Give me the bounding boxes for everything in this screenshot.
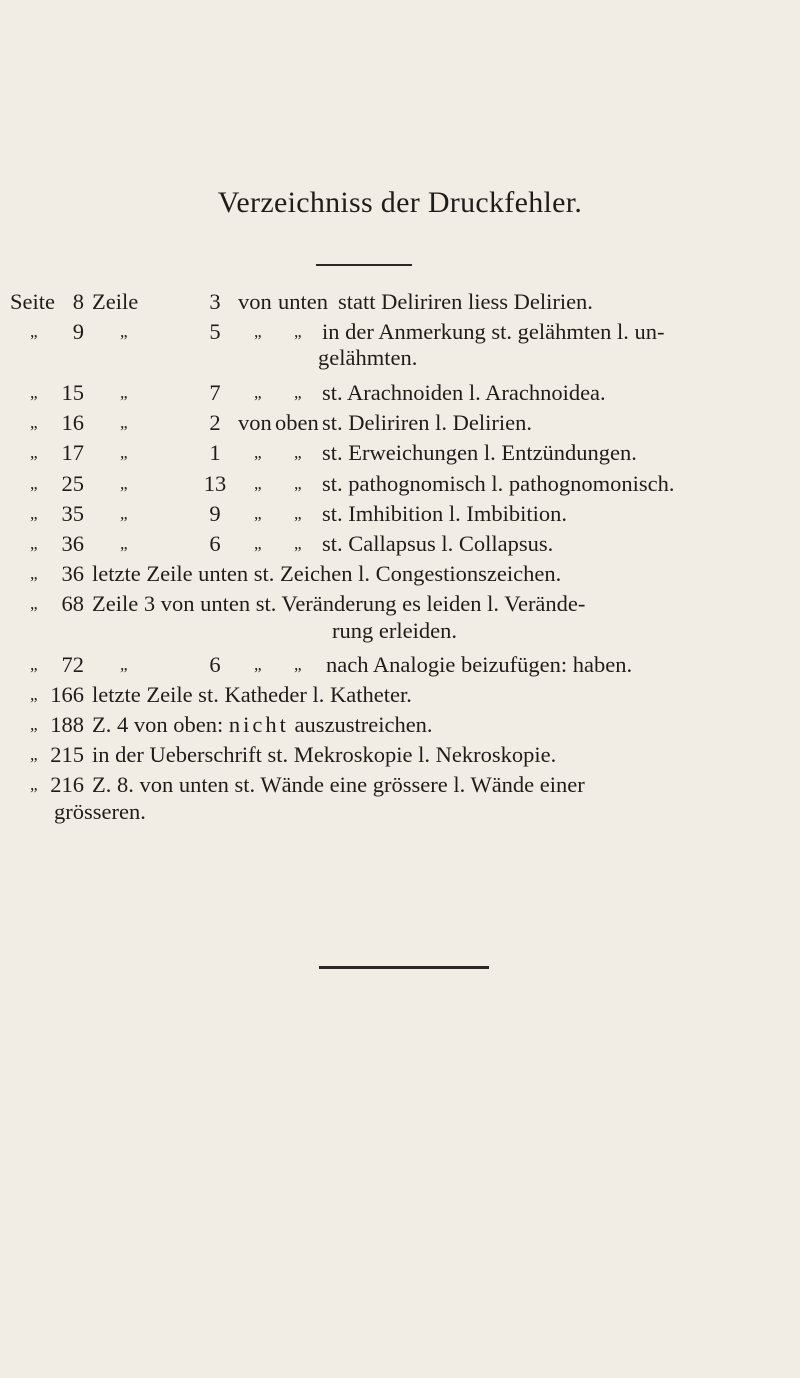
correction-text: st. Callapsus l. Collapsus. — [322, 531, 554, 556]
ditto-seite: „ — [30, 655, 38, 674]
errata-continuation — [0, 797, 800, 827]
errata-entry — [0, 650, 800, 680]
errata-entry — [0, 408, 800, 438]
ditto-direction: „ — [294, 443, 302, 462]
ditto-direction: „ — [294, 322, 302, 341]
ditto-zeile: „ — [120, 322, 128, 341]
ditto-seite: „ — [30, 383, 38, 402]
ditto-seite: „ — [30, 594, 38, 613]
page-number: 188 — [50, 712, 84, 737]
ditto-direction: „ — [294, 383, 302, 402]
correction-text: statt Deliriren liess Delirien. — [338, 289, 593, 314]
page-number: 36 — [61, 531, 84, 556]
line-number: 1 — [209, 440, 221, 465]
page-number: 68 — [61, 591, 84, 616]
ditto-seite: „ — [30, 443, 38, 462]
errata-entry — [0, 287, 800, 317]
errata-entry — [0, 740, 800, 770]
position-direction: oben — [275, 410, 319, 435]
position-from: von — [238, 289, 272, 314]
line-number: 6 — [209, 531, 221, 556]
correction-text-cont: gelähmten. — [318, 345, 418, 370]
ditto-zeile: „ — [120, 504, 128, 523]
page-number: 25 — [61, 471, 84, 496]
ditto-seite: „ — [30, 413, 38, 432]
correction-text-pre: Z. 4 von oben: — [92, 712, 224, 737]
errata-entry — [0, 680, 800, 710]
errata-entry — [0, 710, 800, 740]
ditto-seite: „ — [30, 564, 38, 583]
ditto-direction: „ — [294, 474, 302, 493]
ditto-from: „ — [254, 655, 262, 674]
correction-text: Zeile 3 von unten st. Veränderung es leiden l. Verände- — [92, 591, 586, 616]
correction-text — [92, 710, 433, 740]
correction-text: Z. 8. von unten st. Wände eine grössere l. Wände einer — [92, 772, 585, 797]
line-number: 13 — [203, 471, 227, 496]
ditto-from: „ — [254, 322, 262, 341]
ditto-direction: „ — [294, 504, 302, 523]
ditto-from: „ — [254, 504, 262, 523]
page-number: 166 — [50, 682, 84, 707]
page-number: 16 — [61, 410, 84, 435]
ditto-from: „ — [254, 443, 262, 462]
emphasized-word: nicht — [228, 712, 289, 737]
correction-text: letzte Zeile unten st. Zeichen l. Congestionszeichen. — [92, 561, 562, 586]
ditto-seite: „ — [30, 504, 38, 523]
line-number: 5 — [209, 319, 221, 344]
errata-entry — [0, 469, 800, 499]
errata-continuation — [0, 343, 800, 373]
ditto-seite: „ — [30, 775, 38, 794]
correction-text: st. Arachnoiden l. Arachnoidea. — [322, 380, 606, 405]
page-number: 35 — [61, 501, 84, 526]
correction-text-cont: grösseren. — [54, 799, 146, 824]
correction-text: in der Ueberschrift st. Mekroskopie l. Nekroskopie. — [92, 742, 557, 767]
correction-text: st. pathognomisch l. pathognomonisch. — [322, 471, 675, 496]
ditto-direction: „ — [294, 534, 302, 553]
ditto-zeile: „ — [120, 655, 128, 674]
ditto-from: „ — [254, 383, 262, 402]
errata-continuation — [0, 616, 800, 646]
page-title: Verzeichniss der Druckfehler. — [217, 186, 583, 219]
ditto-from: „ — [254, 474, 262, 493]
ditto-seite: „ — [30, 474, 38, 493]
page-number: 72 — [61, 652, 84, 677]
errata-entry — [0, 529, 800, 559]
correction-text-post: auszustreichen. — [294, 712, 433, 737]
position-from: von — [238, 410, 272, 435]
line-number: 7 — [209, 380, 221, 405]
ditto-seite: „ — [30, 534, 38, 553]
correction-text: st. Deliriren l. Delirien. — [322, 410, 532, 435]
errata-entry — [0, 770, 800, 800]
correction-text: st. Imhibition l. Imbibition. — [322, 501, 568, 526]
ditto-direction: „ — [294, 655, 302, 674]
page-number: 17 — [61, 440, 84, 465]
ditto-zeile: „ — [120, 474, 128, 493]
correction-text: in der Anmerkung st. gelähmten l. un- — [322, 319, 665, 344]
page-number: 36 — [61, 561, 84, 586]
seite-label: Seite — [10, 289, 55, 314]
correction-text: nach Analogie beizufügen: haben. — [326, 652, 633, 677]
correction-text: st. Erweichungen l. Entzündungen. — [322, 440, 637, 465]
ditto-seite: „ — [30, 745, 38, 764]
ditto-zeile: „ — [120, 443, 128, 462]
ditto-zeile: „ — [120, 534, 128, 553]
errata-entry — [0, 438, 800, 468]
line-number: 9 — [209, 501, 221, 526]
errata-entry — [0, 378, 800, 408]
ditto-zeile: „ — [120, 413, 128, 432]
page-number: 15 — [61, 380, 84, 405]
ditto-seite: „ — [30, 322, 38, 341]
ditto-seite: „ — [30, 715, 38, 734]
line-number: 6 — [209, 652, 221, 677]
page-number: 215 — [50, 742, 84, 767]
line-number: 3 — [209, 289, 221, 314]
errata-entry — [0, 559, 800, 589]
correction-text: letzte Zeile st. Katheder l. Katheter. — [92, 682, 412, 707]
errata-entry — [0, 499, 800, 529]
position-direction: unten — [278, 289, 328, 314]
correction-text-cont: rung erleiden. — [332, 618, 457, 643]
ditto-seite: „ — [30, 685, 38, 704]
ditto-from: „ — [254, 534, 262, 553]
page-number: 8 — [72, 289, 84, 314]
page-number: 9 — [72, 319, 84, 344]
line-number: 2 — [209, 410, 221, 435]
zeile-label: Zeile — [92, 289, 139, 314]
page-number: 216 — [50, 772, 84, 797]
closing-divider — [319, 966, 489, 969]
ditto-zeile: „ — [120, 383, 128, 402]
errata-entry — [0, 589, 800, 619]
